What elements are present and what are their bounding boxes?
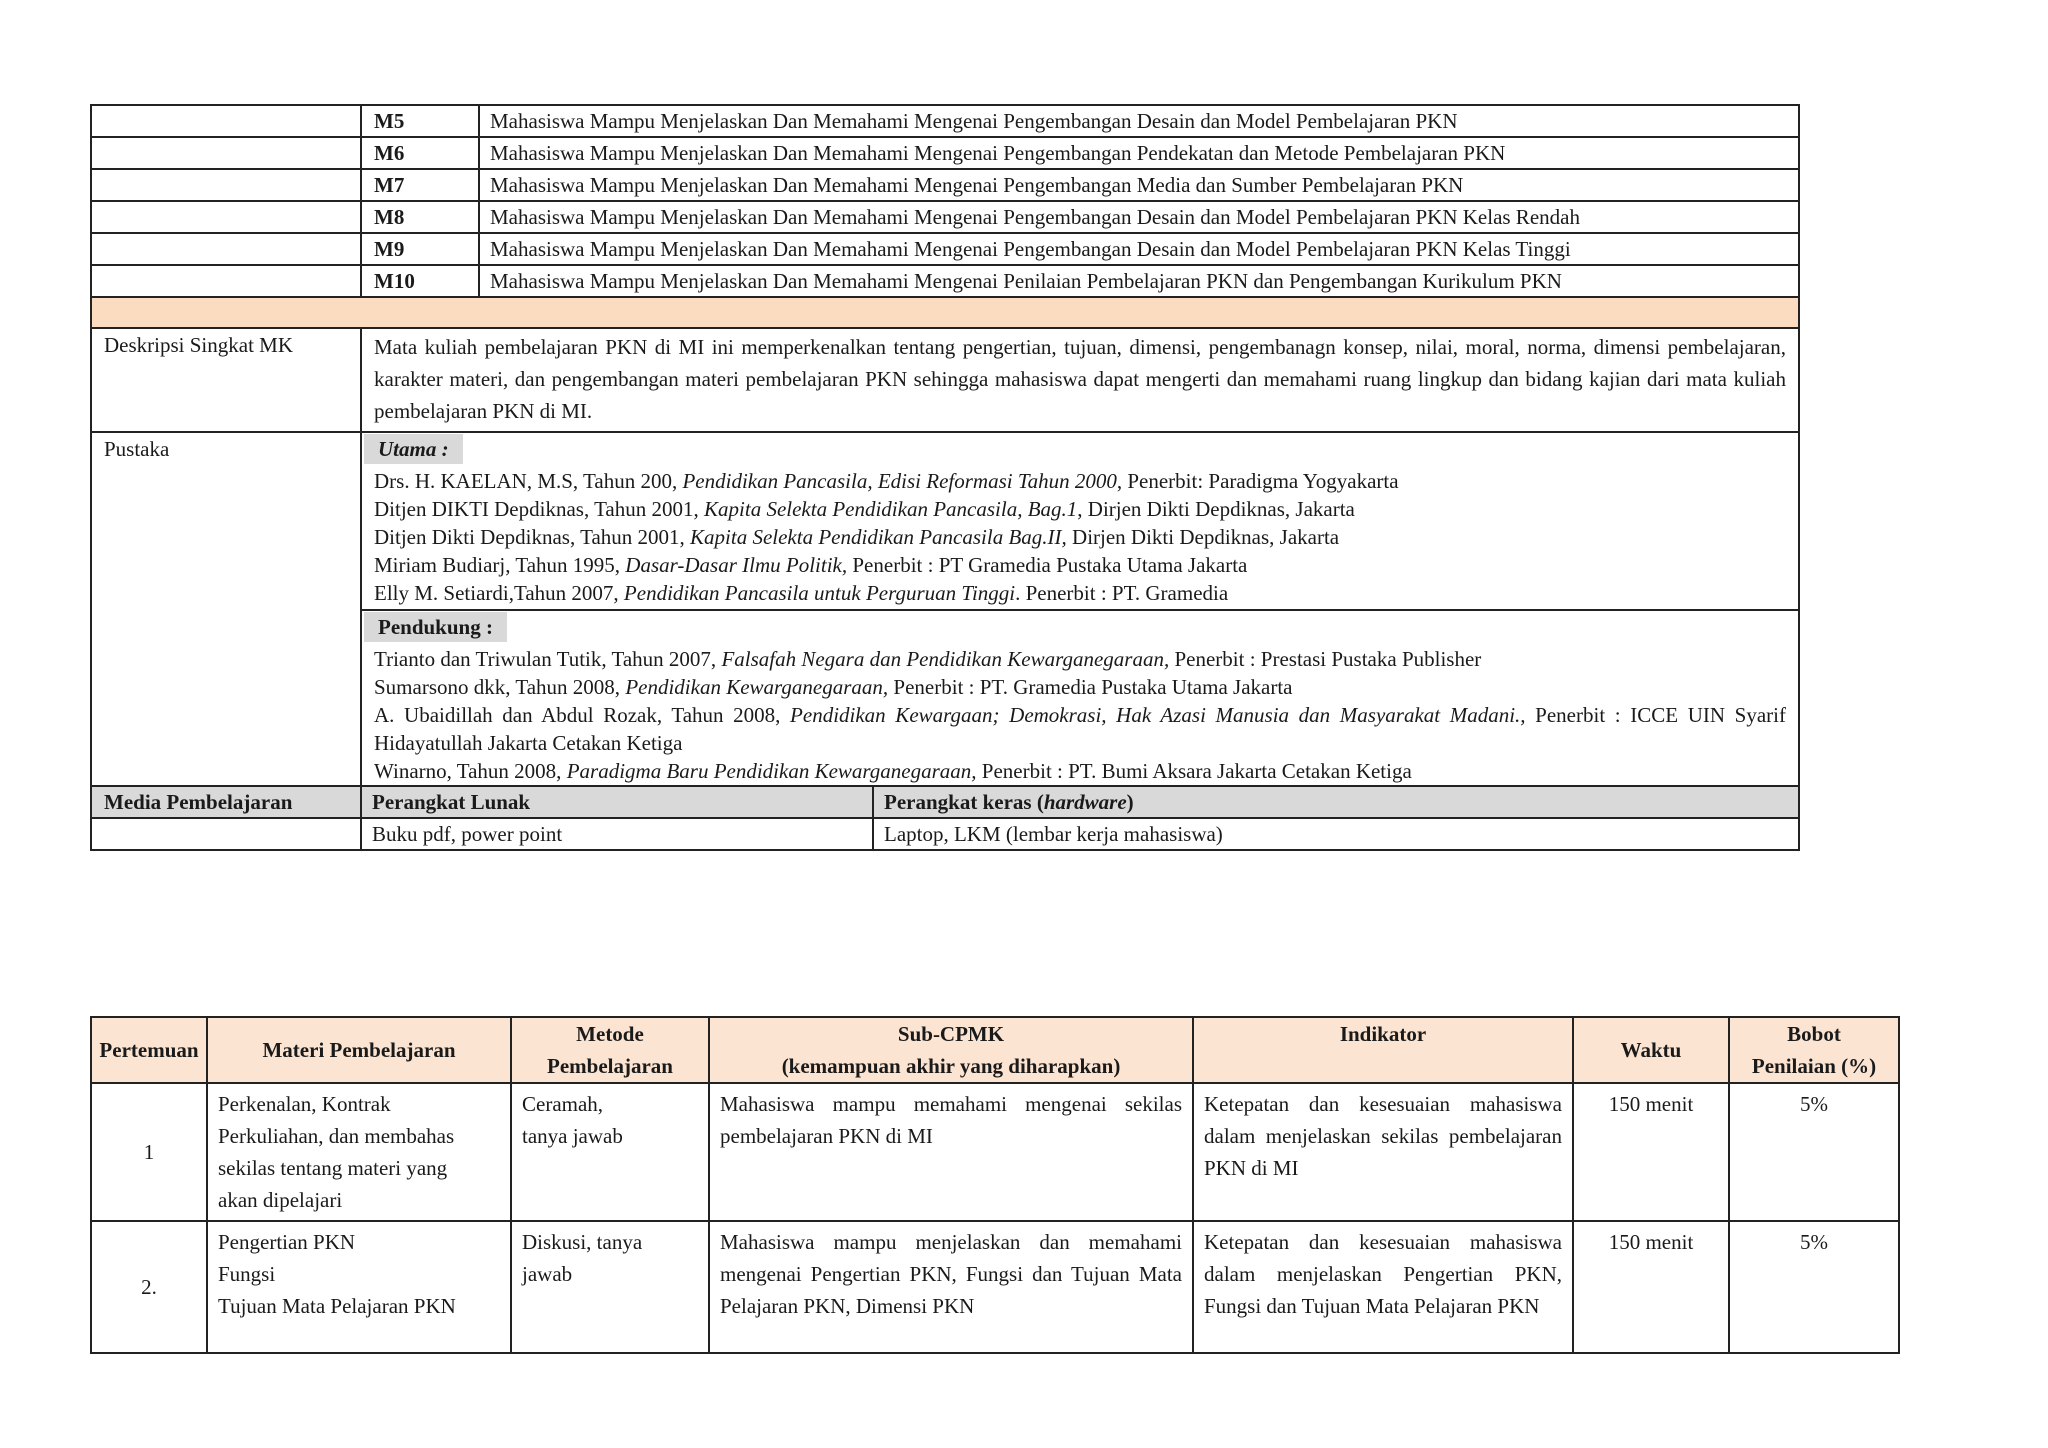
reference-item: Miriam Budiarj, Tahun 1995, Dasar-Dasar Ilmu Politik, Penerbit : PT Gramedia Pustaka Utama Jakarta xyxy=(374,553,1248,577)
module-row xyxy=(91,201,1799,233)
peach-divider xyxy=(91,297,1799,328)
module-text: Mahasiswa Mampu Menjelaskan Dan Memahami Mengenai Pengembangan Media dan Sumber Pembelajaran PKN xyxy=(479,169,1799,201)
deskripsi-text: Mata kuliah pembelajaran PKN di MI ini memperkenalkan tentang pengertian, tujuan, dimensi, pengembanagn konsep, nilai, moral, norma, dimensi pembelajaran, karakter materi, dan pengembangan materi pembelajaran PKN sehingga mahasiswa dapat mengerti dan memahami ruang lingkup dan bidang kajian dari mata kuliah pembelajaran PKN di MI. xyxy=(361,328,1799,432)
module-code: M9 xyxy=(361,233,479,265)
module-row xyxy=(91,137,1799,169)
header-materi: Materi Pembelajaran xyxy=(207,1017,511,1083)
module-code: M8 xyxy=(361,201,479,233)
reference-item: Ditjen Dikti Depdiknas, Tahun 2001, Kapita Selekta Pendidikan Pancasila Bag.II, Dirjen Dikti Depdiknas, Jakarta xyxy=(374,525,1340,549)
empty-cell xyxy=(91,169,361,201)
perangkat-lunak-value: Buku pdf, power point xyxy=(361,818,873,850)
bobot-cell: 5% xyxy=(1729,1221,1899,1353)
pertemuan-number: 2. xyxy=(91,1221,207,1353)
perangkat-lunak-heading: Perangkat Lunak xyxy=(361,786,873,818)
section-divider xyxy=(91,297,1799,328)
empty-cell xyxy=(91,137,361,169)
empty-cell xyxy=(91,818,361,850)
header-subcpmk: Sub-CPMK (kemampuan akhir yang diharapkan) xyxy=(709,1017,1193,1083)
perangkat-keras-value: Laptop, LKM (lembar kerja mahasiswa) xyxy=(873,818,1799,850)
waktu-cell: 150 menit xyxy=(1573,1221,1729,1353)
module-row xyxy=(91,169,1799,201)
module-row xyxy=(91,105,1799,137)
empty-cell xyxy=(91,233,361,265)
header-pertemuan: Pertemuan xyxy=(91,1017,207,1083)
header-bobot: Bobot Penilaian (%) xyxy=(1729,1017,1899,1083)
reference-item: Trianto dan Triwulan Tutik, Tahun 2007, Falsafah Negara dan Pendidikan Kewarganegaraan, Penerbit : Prestasi Pustaka Publisher xyxy=(374,647,1482,671)
module-text: Mahasiswa Mampu Menjelaskan Dan Memahami Mengenai Pengembangan Pendekatan dan Metode Pembelajaran PKN xyxy=(479,137,1799,169)
media-label: Media Pembelajaran xyxy=(91,786,361,818)
pustaka-utama-row xyxy=(91,432,1799,610)
reference-item: Sumarsono dkk, Tahun 2008, Pendidikan Kewarganegaraan, Penerbit : PT. Gramedia Pustaka Utama Jakarta xyxy=(374,675,1293,699)
pertemuan-number: 1 xyxy=(91,1083,207,1221)
deskripsi-label: Deskripsi Singkat MK xyxy=(91,328,361,432)
media-header-row xyxy=(91,786,1799,818)
module-code: M10 xyxy=(361,265,479,297)
indikator-cell: Ketepatan dan kesesuaian mahasiswa dalam menjelaskan Pengertian PKN, Fungsi dan Tujuan Mata Pelajaran PKN xyxy=(1193,1221,1573,1353)
module-code: M5 xyxy=(361,105,479,137)
empty-cell xyxy=(91,201,361,233)
bobot-cell: 5% xyxy=(1729,1083,1899,1221)
reference-item: A. Ubaidillah dan Abdul Rozak, Tahun 2008, Pendidikan Kewargaan; Demokrasi, Hak Azasi Manusia dan Masyarakat Madani., Penerbit : ICCE UIN Syarif Hidayatullah Jakarta Cetakan Ketiga xyxy=(374,703,1786,755)
table-row xyxy=(91,1083,1899,1221)
header-indikator: Indikator xyxy=(1193,1017,1573,1083)
materi-cell: Pengertian PKN Fungsi Tujuan Mata Pelajaran PKN xyxy=(207,1221,511,1353)
media-value-row xyxy=(91,818,1799,850)
schedule-table xyxy=(90,1016,1900,1354)
module-text: Mahasiswa Mampu Menjelaskan Dan Memahami Mengenai Pengembangan Desain dan Model Pembelajaran PKN Kelas Tinggi xyxy=(479,233,1799,265)
module-code: M7 xyxy=(361,169,479,201)
perangkat-keras-heading: Perangkat keras (hardware) xyxy=(873,786,1799,818)
indikator-cell: Ketepatan dan kesesuaian mahasiswa dalam menjelaskan sekilas pembelajaran PKN di MI xyxy=(1193,1083,1573,1221)
pendukung-heading: Pendukung : xyxy=(364,612,507,642)
pendukung-list xyxy=(374,643,1786,785)
module-text: Mahasiswa Mampu Menjelaskan Dan Memahami Mengenai Penilaian Pembelajaran PKN dan Pengembangan Kurikulum PKN xyxy=(479,265,1799,297)
reference-item: Drs. H. KAELAN, M.S, Tahun 200, Pendidikan Pancasila, Edisi Reformasi Tahun 2000, Penerbit: Paradigma Yogyakarta xyxy=(374,469,1399,493)
empty-cell xyxy=(91,105,361,137)
module-code: M6 xyxy=(361,137,479,169)
header-metode: Metode Pembelajaran xyxy=(511,1017,709,1083)
module-row xyxy=(91,265,1799,297)
deskripsi-row xyxy=(91,328,1799,432)
reference-item: Ditjen DIKTI Depdiknas, Tahun 2001, Kapita Selekta Pendidikan Pancasila, Bag.1, Dirjen Dikti Depdiknas, Jakarta xyxy=(374,497,1355,521)
header-waktu: Waktu xyxy=(1573,1017,1729,1083)
pustaka-utama-cell xyxy=(361,432,1799,610)
table-row xyxy=(91,1221,1899,1353)
subcpmk-cell: Mahasiswa mampu menjelaskan dan memahami mengenai Pengertian PKN, Fungsi dan Tujuan Mata Pelajaran PKN, Dimensi PKN xyxy=(709,1221,1193,1353)
reference-item: Elly M. Setiardi,Tahun 2007, Pendidikan Pancasila untuk Perguruan Tinggi. Penerbit : PT. Gramedia xyxy=(374,581,1229,605)
reference-item: Winarno, Tahun 2008, Paradigma Baru Pendidikan Kewarganegaraan, Penerbit : PT. Bumi Aksara Jakarta Cetakan Ketiga xyxy=(374,759,1412,783)
utama-heading: Utama : xyxy=(364,434,463,464)
metode-cell: Diskusi, tanya jawab xyxy=(511,1221,709,1353)
materi-cell: Perkenalan, Kontrak Perkuliahan, dan membahas sekilas tentang materi yang akan dipelajari xyxy=(207,1083,511,1221)
subcpmk-cell: Mahasiswa mampu memahami mengenai sekilas pembelajaran PKN di MI xyxy=(709,1083,1193,1221)
schedule-header-row xyxy=(91,1017,1899,1083)
rps-info-table xyxy=(90,104,1800,851)
utama-list xyxy=(374,465,1786,607)
pustaka-pendukung-cell xyxy=(361,610,1799,786)
metode-cell: Ceramah, tanya jawab xyxy=(511,1083,709,1221)
empty-cell xyxy=(91,265,361,297)
module-text: Mahasiswa Mampu Menjelaskan Dan Memahami Mengenai Pengembangan Desain dan Model Pembelajaran PKN Kelas Rendah xyxy=(479,201,1799,233)
module-row xyxy=(91,233,1799,265)
module-text: Mahasiswa Mampu Menjelaskan Dan Memahami Mengenai Pengembangan Desain dan Model Pembelajaran PKN xyxy=(479,105,1799,137)
pustaka-label: Pustaka xyxy=(91,432,361,786)
waktu-cell: 150 menit xyxy=(1573,1083,1729,1221)
